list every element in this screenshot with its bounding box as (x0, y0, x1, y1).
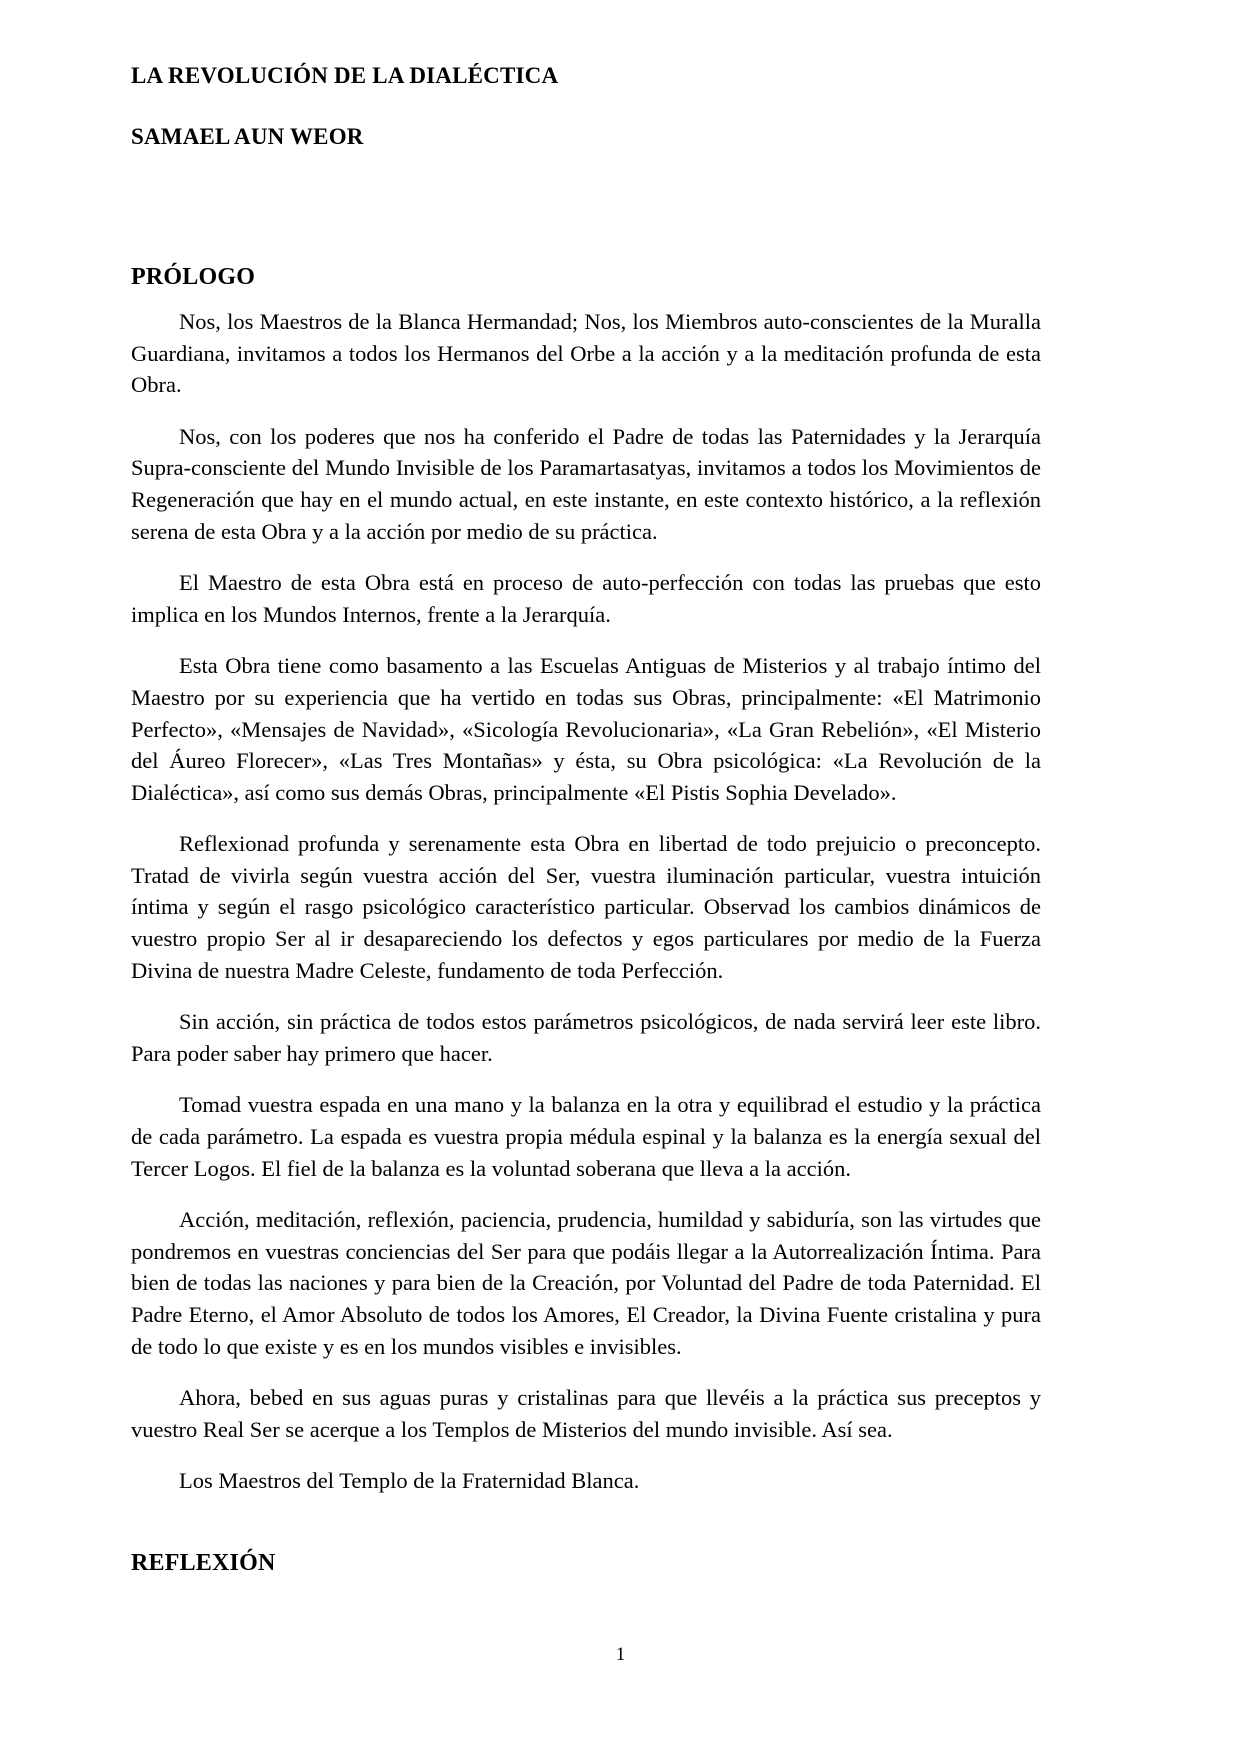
page-number: 1 (615, 1644, 626, 1665)
paragraph: Nos, con los poderes que nos ha conferido el Padre de todas las Paternidades y la Jerarquía Supra-consciente del Mundo Invisible de los Paramartasatyas, invitamos a todos los Movimientos de Regeneración que hay en el mundo actual, en este instante, en este contexto histórico, a la reflexión serena de esta Obra y a la acción por medio de su práctica. (131, 423, 1041, 544)
paragraph: El Maestro de esta Obra está en proceso de auto-perfección con todas las pruebas que esto implica en los Mundos Internos, frente a la Jerarquía. (131, 570, 1041, 627)
paragraph: Ahora, bebed en sus aguas puras y cristalinas para que llevéis a la práctica sus preceptos y vuestro Real Ser se acerque a los Templos de Misterios del mundo invisible. Así sea. (131, 1385, 1041, 1442)
document-author: SAMAEL AUN WEOR (131, 123, 364, 149)
section-heading-prologo: PRÓLOGO (131, 264, 256, 291)
paragraph: Tomad vuestra espada en una mano y la balanza en la otra y equilibrad el estudio y la práctica de cada parámetro. La espada es vuestra propia médula espinal y la balanza es la energía sexual del Tercer Logos. El fiel de la balanza es la voluntad soberana que lleva a la acción. (131, 1092, 1041, 1181)
paragraph-signature: Los Maestros del Templo de la Fraternidad Blanca. (179, 1468, 640, 1494)
prologo-body (131, 292, 1041, 1497)
page-content (131, 52, 1041, 1578)
paragraph: Sin acción, sin práctica de todos estos parámetros psicológicos, de nada servirá leer este libro. Para poder saber hay primero que hacer. (131, 1009, 1041, 1066)
paragraph: Esta Obra tiene como basamento a las Escuelas Antiguas de Misterios y al trabajo íntimo del Maestro por su experiencia que ha vertido en todas sus Obras, principalmente: «El Matrimonio Perfecto», «Mensajes de Navidad», «Sicología Revolucionaria», «La Gran Rebelión», «El Misterio del Áureo Florecer», «Las Tres Montañas» y ésta, su Obra psicológica: «La Revolución de la Dialéctica», así como sus demás Obras, principalmente «El Pistis Sophia Develado». (131, 653, 1041, 805)
paragraph: Nos, los Maestros de la Blanca Hermandad; Nos, los Miembros auto-conscientes de la Muralla Guardiana, invitamos a todos los Hermanos del Orbe a la acción y a la meditación profunda de esta Obra. (131, 308, 1041, 398)
document-title: LA REVOLUCIÓN DE LA DIALÉCTICA (131, 63, 559, 88)
paragraph: Reflexionad profunda y serenamente esta Obra en libertad de todo prejuicio o preconcepto. Tratad de vivirla según vuestra acción del Ser, vuestra iluminación particular, vuestra intuición íntima y según el rasgo psicológico característico particular. Observad los cambios dinámicos de vuestro propio Ser al ir desapareciendo los defectos y egos particulares por medio de la Fuerza Divina de nuestra Madre Celeste, fundamento de toda Perfección. (131, 831, 1041, 983)
paragraph: Acción, meditación, reflexión, paciencia, prudencia, humildad y sabiduría, son las virtudes que pondremos en vuestras conciencias del Ser para que podáis llegar a la Autorrealización Íntima. Para bien de todas las naciones y para bien de la Creación, por Voluntad del Padre de toda Paternidad. El Padre Eterno, el Amor Absoluto de todos los Amores, El Creador, la Divina Fuente cristalina y pura de todo lo que existe y es en los mundos visibles e invisibles. (131, 1207, 1041, 1359)
section-heading-reflexion: REFLEXIÓN (131, 1549, 276, 1576)
